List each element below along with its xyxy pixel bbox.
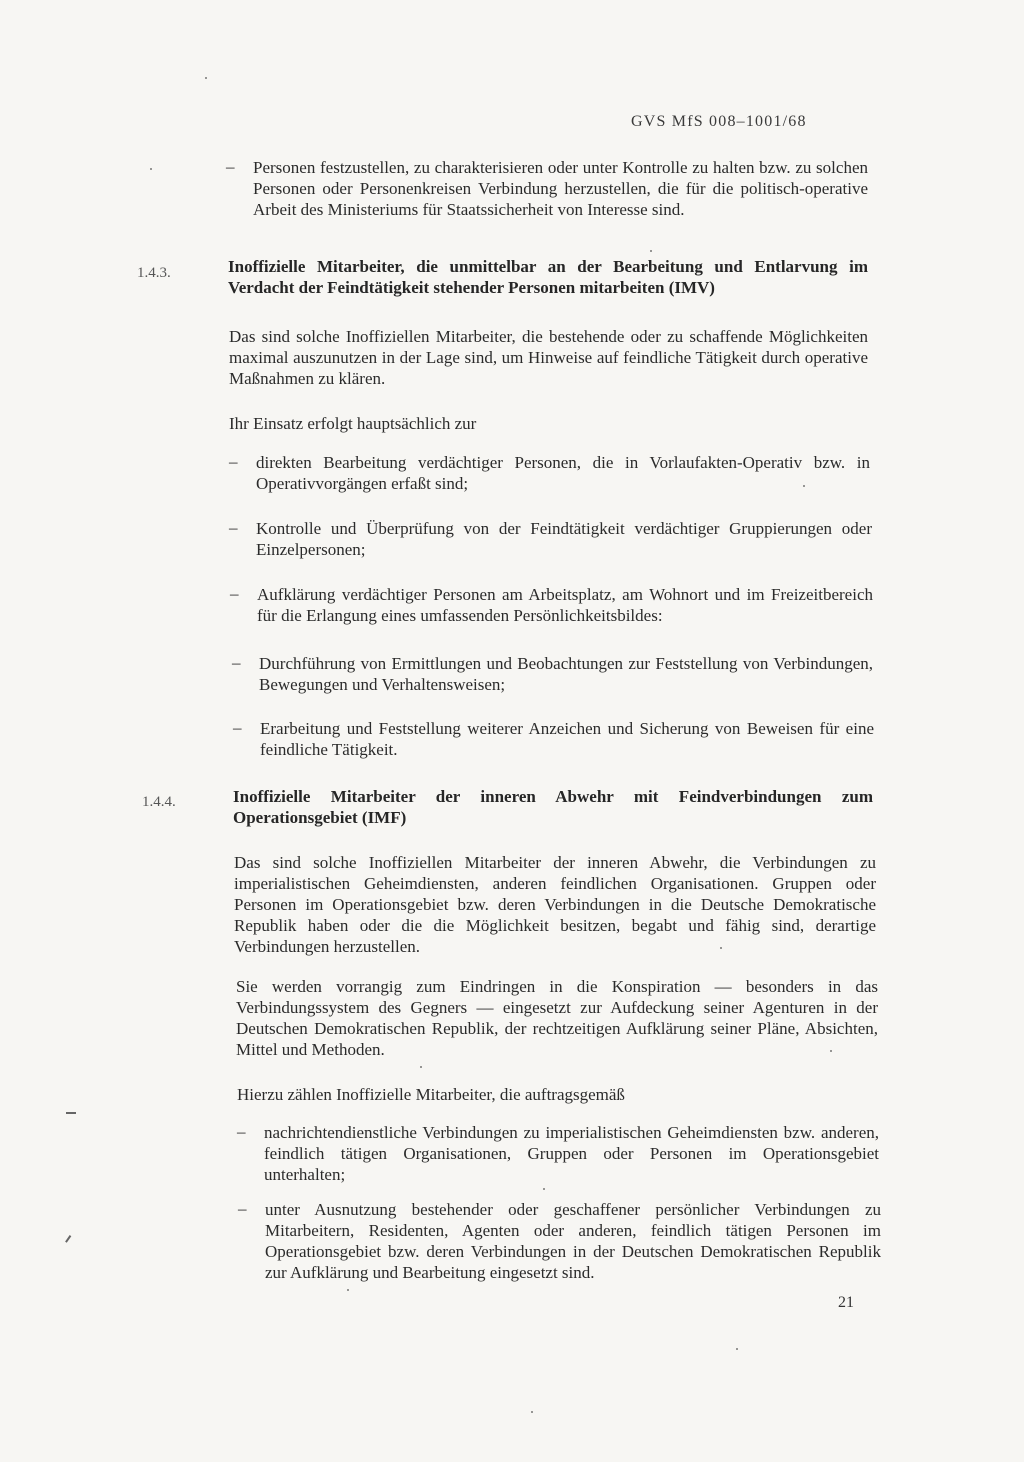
list-item-text: unter Ausnutzung bestehender oder geschaffener persönlicher Verbindungen zu Mitarbeitern, Residenten, Agenten oder anderen, feindlich tätigen Personen im Operationsgebiet bzw. deren Verbindungen in der Deutschen Demokratischen Republik zur Aufklärung und Bearbeitung eingesetzt sind. <box>265 1200 881 1282</box>
margin-mark <box>65 1235 71 1242</box>
document-reference: GVS MfS 008–1001/68 <box>631 113 807 130</box>
list-item-text: Durchführung von Ermittlungen und Beobachtungen zur Feststellung von Verbindungen, Bewegungen und Verhaltensweisen; <box>259 654 873 694</box>
list-item <box>237 1122 879 1185</box>
list-item-text: Erarbeitung und Feststellung weiterer Anzeichen und Sicherung von Beweisen für eine feindliche Tätigkeit. <box>260 719 874 759</box>
section-number: 1.4.4. <box>142 794 176 810</box>
list-item-text: Kontrolle und Überprüfung von der Feindtätigkeit verdächtiger Gruppierungen oder Einzelpersonen; <box>256 519 872 559</box>
list-item-text: Personen festzustellen, zu charakterisieren oder unter Kontrolle zu halten bzw. zu solchen Personen oder Personenkreisen Verbindung herzustellen, die für die politisch-operative Arbeit des Ministeriums für Staatssicherheit von Interesse sind. <box>253 158 868 219</box>
margin-mark <box>66 1112 76 1114</box>
dash-bullet: – <box>238 1199 247 1218</box>
dash-bullet: – <box>230 584 239 603</box>
dash-bullet: – <box>237 1122 246 1141</box>
dash-bullet: – <box>226 157 235 176</box>
scan-speck <box>420 1066 422 1068</box>
paragraph: Ihr Einsatz erfolgt hauptsächlich zur <box>229 414 477 433</box>
list-item <box>226 157 868 220</box>
list-item <box>233 718 874 760</box>
scan-speck <box>736 1348 738 1350</box>
list-item <box>232 653 873 695</box>
scan-speck <box>803 485 805 487</box>
section-number: 1.4.3. <box>137 265 171 281</box>
dash-bullet: – <box>233 718 242 737</box>
list-item <box>230 584 873 626</box>
dash-bullet: – <box>229 452 238 471</box>
scan-speck <box>150 168 152 170</box>
scan-speck <box>543 1188 545 1190</box>
list-item <box>238 1199 881 1283</box>
paragraph: Sie werden vorrangig zum Eindringen in die Konspiration — besonders in das Verbindungssystem des Gegners — eingesetzt zur Aufdeckung seiner Agenturen in der Deutschen Demokratischen Republik, der rechtzeitigen Aufklärung seiner Pläne, Absichten, Mittel und Methoden. <box>236 977 878 1059</box>
paragraph: Hierzu zählen Inoffizielle Mitarbeiter, die auftragsgemäß <box>237 1085 625 1104</box>
section-heading: Inoffizielle Mitarbeiter der inneren Abwehr mit Feindverbindungen zum Operationsgebiet (IMF) <box>233 787 873 827</box>
dash-bullet: – <box>232 653 241 672</box>
paragraph: Das sind solche Inoffiziellen Mitarbeiter der inneren Abwehr, die Verbindungen zu imperialistischen Geheimdiensten, anderen feindlichen Organisationen. Gruppen oder Personen im Operationsgebiet bzw. deren Verbindungen in die Deutsche Demokratische Republik haben oder die die Möglichkeit besitzen, begabt und fähig sind, derartige Verbindungen herzustellen. <box>234 853 876 956</box>
scan-speck <box>720 947 722 949</box>
list-item <box>229 518 872 560</box>
scan-speck <box>650 250 652 252</box>
list-item-text: direkten Bearbeitung verdächtiger Personen, die in Vorlaufakten-Operativ bzw. in Operativvorgängen erfaßt sind; <box>256 453 870 493</box>
scan-speck <box>531 1411 533 1413</box>
scan-speck <box>205 77 207 79</box>
list-item-text: Aufklärung verdächtiger Personen am Arbeitsplatz, am Wohnort und im Freizeitbereich für die Erlangung eines umfassenden Persönlichkeitsbildes: <box>257 585 873 625</box>
dash-bullet: – <box>229 518 238 537</box>
page-number: 21 <box>838 1294 854 1311</box>
list-item <box>229 452 870 494</box>
paragraph: Das sind solche Inoffiziellen Mitarbeiter, die bestehende oder zu schaffende Möglichkeiten maximal auszunutzen in der Lage sind, um Hinweise auf feindliche Tätigkeit durch operative Maßnahmen zu klären. <box>229 327 868 388</box>
section-heading: Inoffizielle Mitarbeiter, die unmittelbar an der Bearbeitung und Entlarvung im Verdacht der Feindtätigkeit stehender Personen mitarbeiten (IMV) <box>228 257 868 297</box>
scan-speck <box>830 1050 832 1052</box>
list-item-text: nachrichtendienstliche Verbindungen zu imperialistischen Geheimdiensten bzw. anderen, feindlich tätigen Organisationen, Gruppen oder Personen im Operationsgebiet unterhalten; <box>264 1123 879 1184</box>
scan-speck <box>347 1289 349 1291</box>
